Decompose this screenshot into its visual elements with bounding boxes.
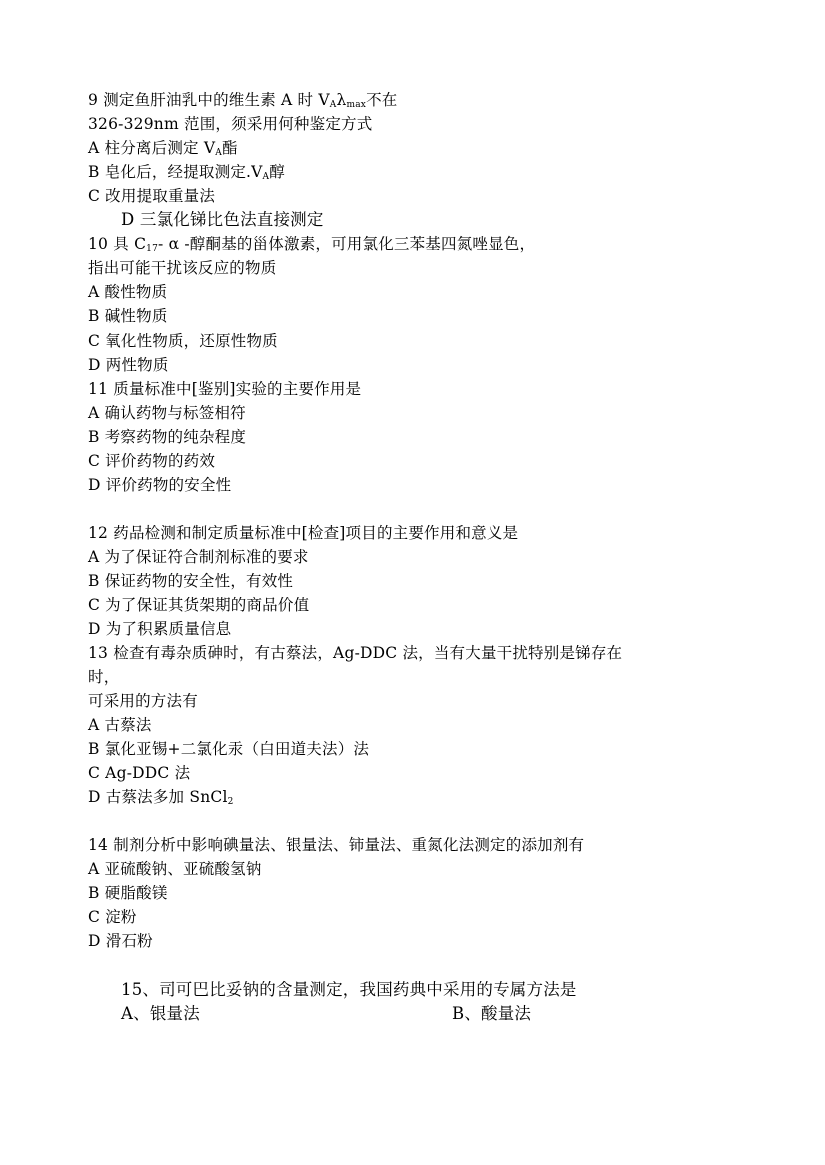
q10-option-a: A 酸性物质	[88, 283, 168, 301]
q9-sub-max: max	[346, 100, 367, 110]
q9-option-c: C 改用提取重量法	[88, 187, 216, 205]
q9-stem-line2: 326-329nm 范围，须采用何种鉴定方式	[88, 115, 373, 133]
q9-sub-a: A	[329, 100, 337, 110]
q9-stem-tail: 不在	[366, 91, 398, 109]
q9-option-b	[88, 161, 285, 183]
q10-stem-text: 10 具 C	[88, 235, 147, 253]
q10-option-c: C 氧化性物质，还原性物质	[88, 332, 278, 350]
q14-stem: 14 制剂分析中影响碘量法、银量法、铈量法、重氮化法测定的添加剂有	[88, 836, 585, 854]
q9-stem-text: 9 测定鱼肝油乳中的维生素 A 时 V	[88, 91, 330, 109]
q11-option-d: D 评价药物的安全性	[88, 476, 232, 494]
q13-option-d	[88, 786, 234, 808]
q12-stem: 12 药品检测和制定质量标准中[检查]项目的主要作用和意义是	[88, 524, 519, 542]
q12-option-a: A 为了保证符合制剂标准的要求	[88, 548, 309, 566]
q13-option-b: B 氯化亚锡+二氯化汞（白田道夫法）法	[88, 740, 370, 758]
q9-option-a-sub: A	[215, 148, 222, 158]
q11-stem: 11 质量标准中[鉴别]实验的主要作用是	[88, 380, 362, 398]
q9-option-a-text: A 柱分离后测定 V	[88, 139, 216, 157]
q14-option-a: A 亚硫酸钠、亚硫酸氢钠	[88, 860, 262, 878]
q9-option-b-text: B 皂化后，经提取测定.V	[88, 163, 263, 181]
q10-stem-line1	[88, 233, 535, 255]
q9-option-a	[88, 137, 238, 159]
q14-option-c: C 淀粉	[88, 908, 137, 926]
q13-option-c: C Ag-DDC 法	[88, 764, 191, 782]
q13-option-d-sub: 2	[227, 797, 234, 807]
q9-option-b-tail: 醇	[269, 163, 285, 181]
q14-option-b: B 硬脂酸镁	[88, 884, 168, 902]
q9-option-d: D 三氯化锑比色法直接测定	[121, 210, 324, 229]
q13-option-a: A 古蔡法	[88, 716, 152, 734]
q12-option-d: D 为了积累质量信息	[88, 620, 232, 638]
q11-option-b: B 考察药物的纯杂程度	[88, 428, 247, 446]
q10-option-b: B 碱性物质	[88, 307, 168, 325]
q15-option-b: B、酸量法	[452, 1004, 532, 1023]
q13-option-d-text: D 古蔡法多加 SnCl	[88, 788, 228, 806]
q9-stem-line1	[88, 89, 397, 111]
q12-option-c: C 为了保证其货架期的商品价值	[88, 596, 310, 614]
q9-option-a-tail: 酯	[221, 139, 238, 157]
q15-stem: 15、司可巴比妥钠的含量测定，我国药典中采用的专属方法是	[121, 980, 577, 999]
q9-option-b-sub: A	[262, 172, 270, 182]
q10-stem-tail: - α -醇酮基的甾体激素，可用氯化三苯基四氮唑显色，	[158, 235, 536, 253]
q12-option-b: B 保证药物的安全性，有效性	[88, 572, 294, 590]
q13-stem-line2: 时，	[88, 668, 120, 686]
q13-stem-line3: 可采用的方法有	[88, 692, 198, 710]
q11-option-c: C 评价药物的药效	[88, 452, 216, 470]
q9-lambda: λ	[336, 91, 347, 109]
q14-option-d: D 滑石粉	[88, 932, 153, 950]
q13-stem-line1: 13 检查有毒杂质砷时，有古蔡法，Ag-DDC 法，当有大量干扰特别是锑存在	[88, 644, 623, 662]
q11-option-a: A 确认药物与标签相符	[88, 404, 246, 422]
q15-option-a: A、银量法	[121, 1004, 200, 1023]
q10-option-d: D 两性物质	[88, 356, 169, 374]
q10-stem-line2: 指出可能干扰该反应的物质	[88, 259, 277, 277]
q10-sub-17: 17	[146, 244, 158, 254]
